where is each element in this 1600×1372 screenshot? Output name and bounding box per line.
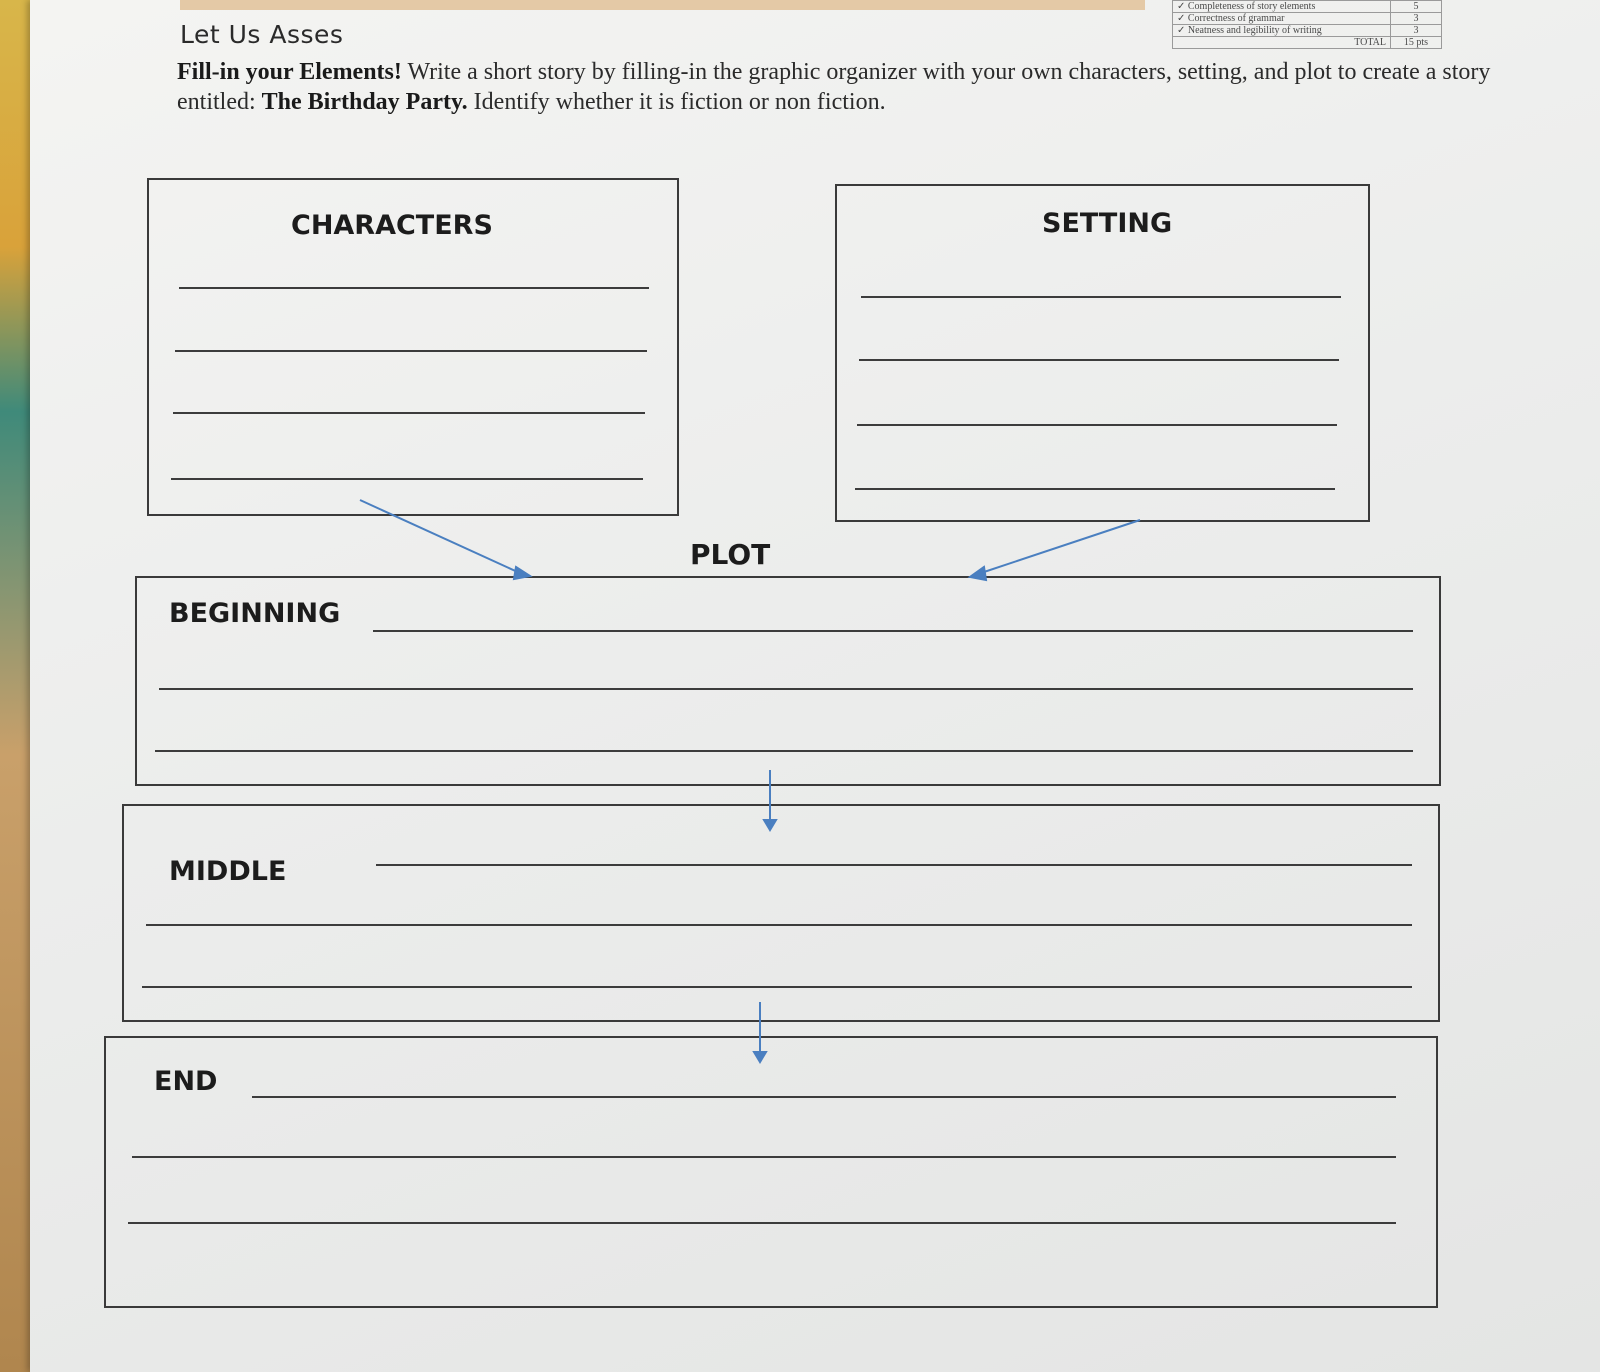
rubric-points: 3 <box>1391 25 1442 37</box>
middle-label: MIDDLE <box>169 856 287 887</box>
rubric-criterion: ✓ Correctness of grammar <box>1173 13 1391 25</box>
connector-arrows <box>30 0 1600 1372</box>
worksheet-page <box>30 0 1600 1372</box>
end-label: END <box>154 1066 218 1097</box>
middle-to-end-arrowhead <box>754 1052 766 1062</box>
instructions-lead: Fill-in your Elements! <box>177 59 402 85</box>
setting-to-plot-arrow-line <box>978 520 1140 574</box>
instructions-text-1: Write a short story by filling-in the graphic organizer with your own characters, setting, and plot to create a story entitled: <box>177 59 1491 115</box>
beginning-to-middle-arrowhead <box>764 820 776 830</box>
rubric-criterion: ✓ Neatness and legibility of writing <box>1173 25 1391 37</box>
rubric-total-label: TOTAL <box>1173 37 1391 49</box>
rubric-criterion: ✓ Completeness of story elements <box>1173 1 1391 13</box>
section-heading: Let Us Asses <box>180 20 344 49</box>
characters-to-plot-arrowhead <box>514 567 530 579</box>
characters-title: CHARACTERS <box>291 210 493 241</box>
story-title: The Birthday Party. <box>261 89 468 115</box>
beginning-label: BEGINNING <box>169 598 341 629</box>
setting-title: SETTING <box>1042 208 1173 239</box>
plot-title: PLOT <box>690 538 771 571</box>
characters-to-plot-arrow-line <box>360 500 522 574</box>
rubric-points: 3 <box>1391 13 1442 25</box>
rubric-total-points: 15 pts <box>1391 37 1442 49</box>
rubric-points: 5 <box>1391 1 1442 13</box>
setting-to-plot-arrowhead <box>970 567 986 580</box>
instructions-text-2: Identify whether it is fiction or non fiction. <box>467 89 886 115</box>
